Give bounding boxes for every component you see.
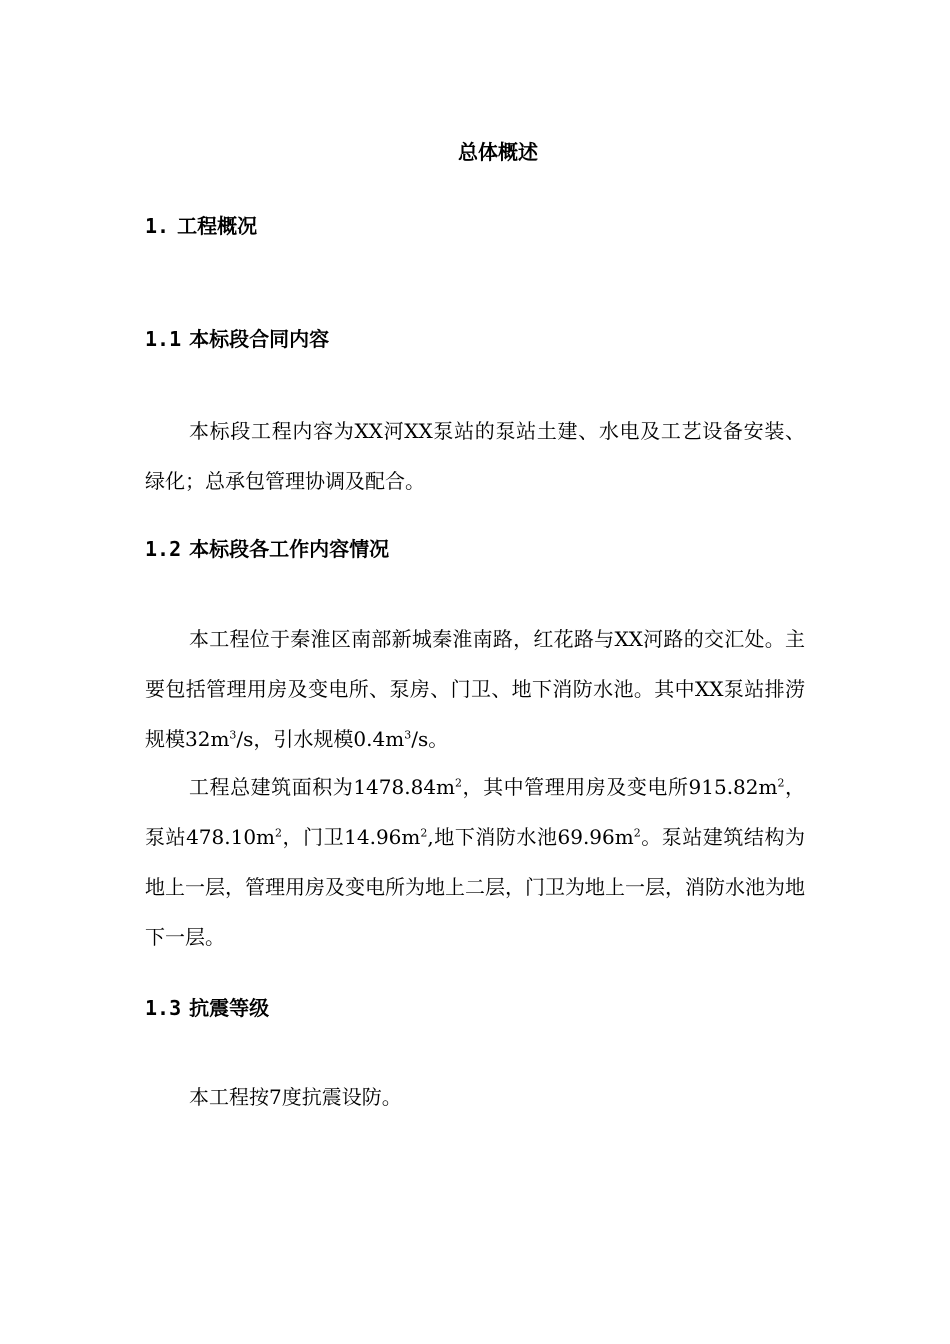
section-title: 本标段各工作内容情况	[189, 537, 390, 561]
paragraph-seismic: 本工程按7度抗震设防。	[189, 1085, 402, 1109]
paragraph-area	[145, 762, 805, 962]
superscript: 2	[633, 826, 641, 840]
section-number: 1.3	[145, 996, 182, 1020]
section-heading-1-3	[145, 994, 269, 1022]
text-run: ，泵站478.10m	[145, 775, 806, 849]
section-number: 1.2	[145, 537, 182, 561]
text-run: 工程总建筑面积为1478.84m	[189, 775, 456, 799]
section-number: 1.	[145, 214, 170, 238]
paragraph-location	[145, 614, 805, 764]
section-heading-1-1	[145, 325, 329, 353]
text-run: ，门卫14.96m	[282, 825, 421, 849]
section-heading-1-2	[145, 535, 389, 563]
superscript: 3	[404, 728, 412, 742]
text-run: /s。	[411, 727, 449, 751]
superscript: 2	[777, 776, 785, 790]
superscript: 2	[455, 776, 463, 790]
text-run: 本工程位于秦淮区南部新城秦淮南路，红花路与XX河路的交汇处。主要包括管理用房及变电所、泵房、门卫、地下消防水池。其中XX泵站排涝规模32m	[145, 627, 805, 751]
text-run: ,地下消防水池69.96m	[427, 825, 634, 849]
superscript: 2	[275, 826, 283, 840]
text-run: /s，引水规模0.4m	[236, 727, 405, 751]
superscript: 2	[420, 826, 428, 840]
superscript: 3	[229, 728, 237, 742]
section-number: 1.1	[145, 327, 182, 351]
section-title: 工程概况	[177, 214, 258, 238]
document-title: 总体概述	[458, 140, 538, 164]
section-title: 抗震等级	[189, 996, 270, 1020]
section-title: 本标段合同内容	[189, 327, 330, 351]
text-run: ，其中管理用房及变电所915.82m	[462, 775, 778, 799]
text-run: 。泵站建筑结构为地上一层，管理用房及变电所为地上二层，门卫为地上一层，消防水池为地下一层。	[145, 825, 805, 949]
section-heading-1	[145, 212, 257, 240]
paragraph-contract-content: 本标段工程内容为XX河XX泵站的泵站土建、水电及工艺设备安装、绿化；总承包管理协调及配合。	[145, 419, 805, 493]
